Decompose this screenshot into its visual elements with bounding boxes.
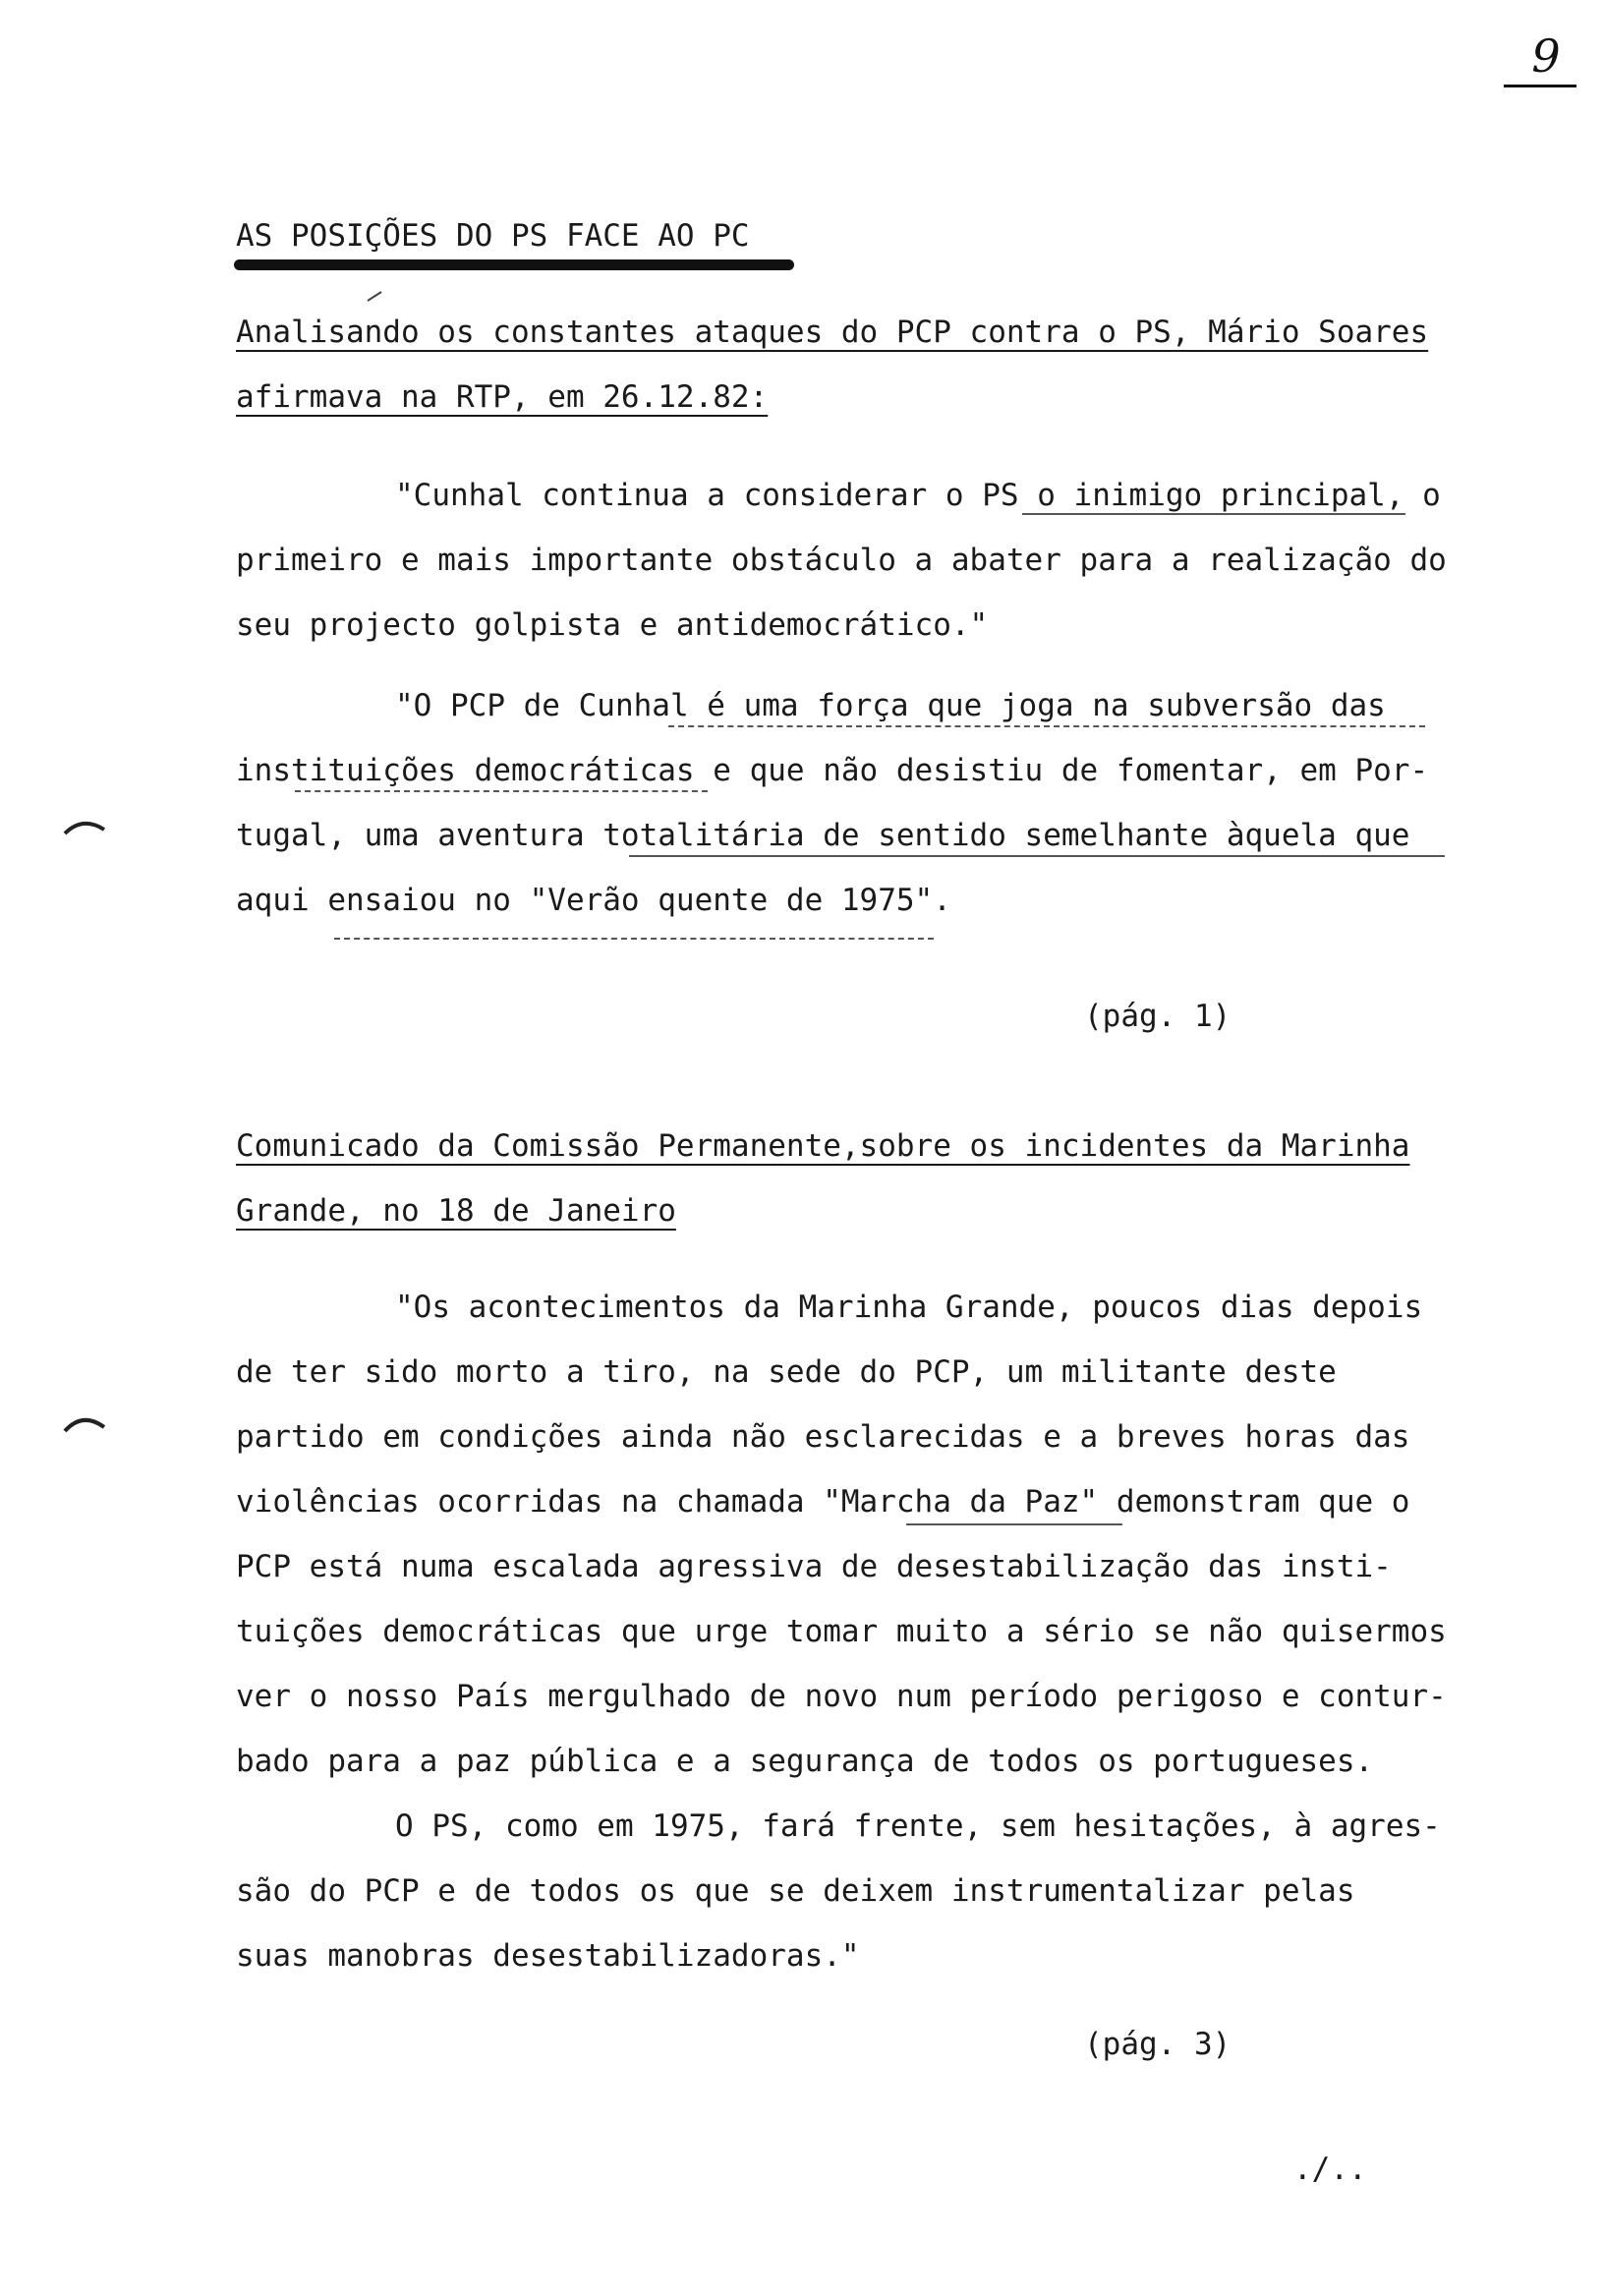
document-heading: AS POSIÇÕES DO PS FACE AO PC [236,218,750,254]
section1-title-line: afirmava na RTP, em 26.12.82: [236,379,769,415]
handwritten-underline [668,725,1425,727]
quote-line: "Os acontecimentos da Marinha Grande, poucos dias depois [395,1290,1423,1325]
handwritten-underline [295,790,708,792]
quote-line: bado para a paz pública e a segurança de todos os portugueses. [236,1744,1374,1779]
page-reference: (pág. 3) [1084,2027,1232,2062]
punch-mark-icon [61,812,110,841]
quote-line: tuições democráticas que urge tomar muito a sério se não quisermos [236,1614,1447,1649]
section1-title-line: Analisando os constantes ataques do PCP contra o PS, Mário Soares [236,315,1429,350]
handwritten-underline [334,938,934,940]
continuation-mark: ./.. [1293,2152,1367,2187]
punch-mark-icon [61,1407,110,1437]
quote-line: ver o nosso País mergulhado de novo num período perigoso e contur- [236,1679,1447,1714]
quote-line: PCP está numa escalada agressiva de desestabilização das insti- [236,1549,1392,1584]
page-number: 9 [1531,29,1561,83]
section2-title-line: Grande, no 18 de Janeiro [236,1193,676,1229]
handwritten-underline [1022,513,1405,515]
quote-line: "O PCP de Cunhal é uma força que joga na subversão das [395,688,1386,723]
quote-line: são do PCP e de todos os que se deixem instrumentalizar pelas [236,1873,1355,1909]
quote-line: partido em condições ainda não esclarecidas e a breves horas das [236,1419,1410,1455]
section2-title-line: Comunicado da Comissão Permanente,sobre os incidentes da Marinha [236,1128,1410,1164]
page-reference: (pág. 1) [1084,999,1232,1034]
quote-line: violências ocorridas na chamada "Marcha da Paz" demonstram que o [236,1484,1410,1520]
quote-line: seu projecto golpista e antidemocrático." [236,607,989,643]
quote-line: "Cunhal continua a considerar o PS o inimigo principal, o [395,478,1441,513]
handwritten-underline [906,1523,1122,1525]
quote-line: tugal, uma aventura totalitária de sentido semelhante àquela que [236,818,1410,853]
quote-line: suas manobras desestabilizadoras." [236,1938,860,1974]
heading-highlight-bar [234,259,794,270]
quote-line: aqui ensaiou no "Verão quente de 1975". [236,883,951,918]
quote-line: de ter sido morto a tiro, na sede do PCP, um militante deste [236,1354,1337,1390]
quote-line: primeiro e mais importante obstáculo a abater para a realização do [236,543,1447,578]
handwritten-underline [629,855,1445,857]
page-number-underline [1504,85,1576,87]
quote-line: O PS, como em 1975, fará frente, sem hesitações, à agres- [395,1808,1441,1844]
quote-line: instituições democráticas e que não desistiu de fomentar, em Por- [236,753,1429,788]
pen-tick-icon [366,289,385,305]
